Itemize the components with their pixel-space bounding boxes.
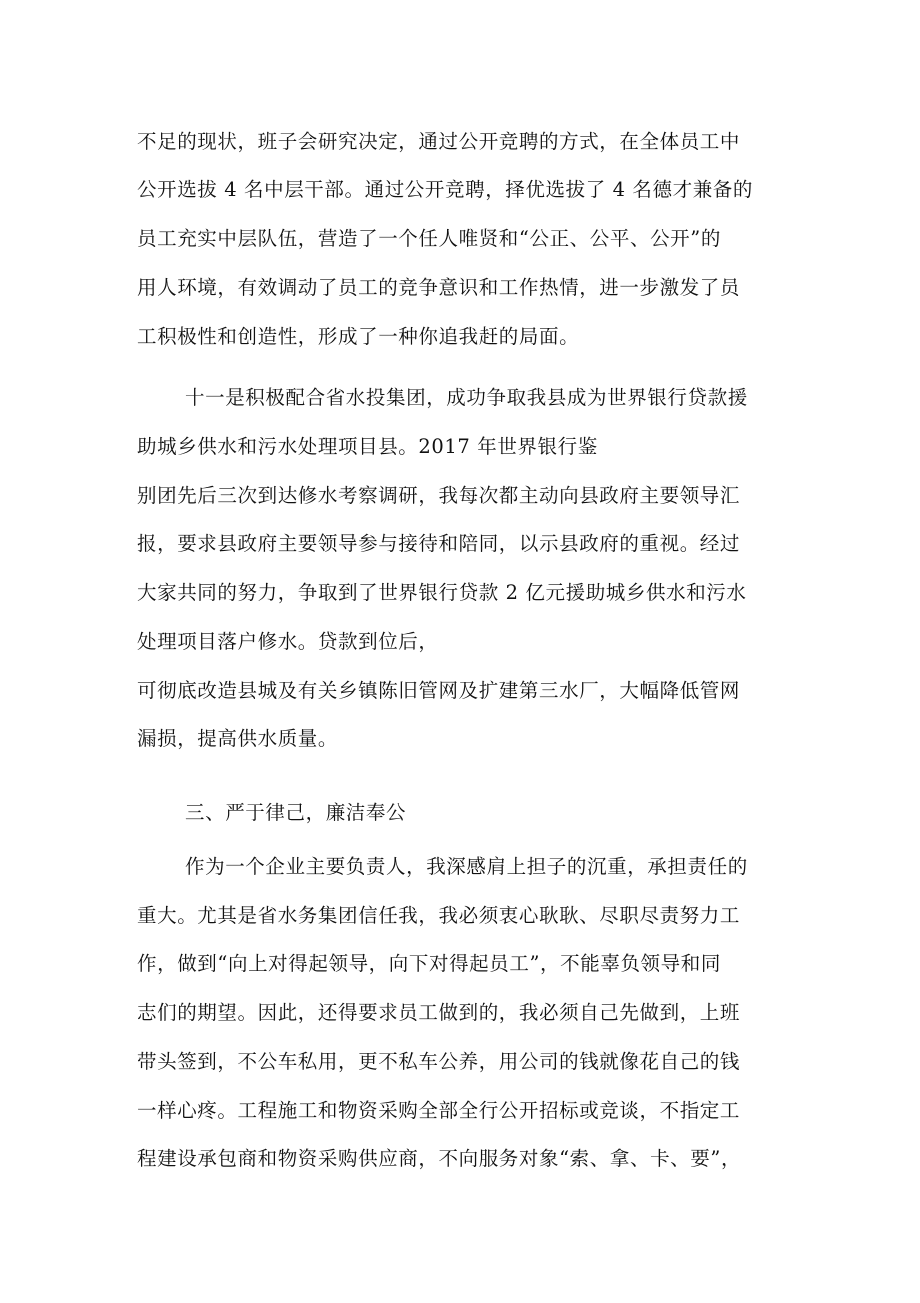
text-line: 助城乡供水和污水处理项目县。2017 年世界银行鉴 bbox=[137, 435, 598, 458]
section-heading: 三、严于律己，廉洁奉公 bbox=[185, 801, 407, 824]
text-line: 用人环境，有效调动了员工的竞争意识和工作热情，进一步激发了员 bbox=[137, 276, 741, 299]
text-line: 大家共同的努力，争取到了世界银行贷款 2 亿元援助城乡供水和污水 bbox=[137, 581, 747, 604]
text-line: 十一是积极配合省水投集团，成功争取我县成为世界银行贷款援 bbox=[185, 386, 748, 409]
text-line: 别团先后三次到达修水考察调研，我每次都主动向县政府主要领导汇 bbox=[137, 484, 741, 507]
text-line: 处理项目落户修水。贷款到位后， bbox=[137, 630, 439, 653]
text-line: 作为一个企业主要负责人，我深感肩上担子的沉重，承担责任的 bbox=[185, 855, 748, 878]
text-line: 工积极性和创造性，形成了一种你追我赶的局面。 bbox=[137, 325, 580, 348]
text-line: 员工充实中层队伍，营造了一个任人唯贤和“公正、公平、公开”的 bbox=[137, 227, 721, 250]
text-line: 一样心疼。工程施工和物资采购全部全行公开招标或竞谈，不指定工 bbox=[137, 1099, 741, 1122]
text-line: 公开选拔 4 名中层干部。通过公开竞聘，择优选拔了 4 名德才兼备的 bbox=[137, 178, 754, 201]
text-line: 漏损，提高供水质量。 bbox=[137, 727, 339, 750]
text-line: 可彻底改造县城及有关乡镇陈旧管网及扩建第三水厂，大幅降低管网 bbox=[137, 679, 741, 702]
text-line: 作，做到“向上对得起领导，向下对得起员工”，不能辜负领导和同 bbox=[137, 952, 721, 975]
text-line: 不足的现状，班子会研究决定，通过公开竞聘的方式，在全体员工中 bbox=[137, 130, 741, 153]
text-line: 报，要求县政府主要领导参与接待和陪同，以示县政府的重视。经过 bbox=[137, 532, 741, 555]
text-line: 带头签到，不公车私用，更不私车公养，用公司的钱就像花自己的钱 bbox=[137, 1050, 741, 1073]
text-line: 志们的期望。因此，还得要求员工做到的，我必须自己先做到，上班 bbox=[137, 1001, 741, 1024]
text-line: 程建设承包商和物资采购供应商，不向服务对象“索、拿、卡、要”， bbox=[137, 1147, 742, 1170]
text-line: 重大。尤其是省水务集团信任我，我必须衷心耿耿、尽职尽责努力工 bbox=[137, 904, 741, 927]
